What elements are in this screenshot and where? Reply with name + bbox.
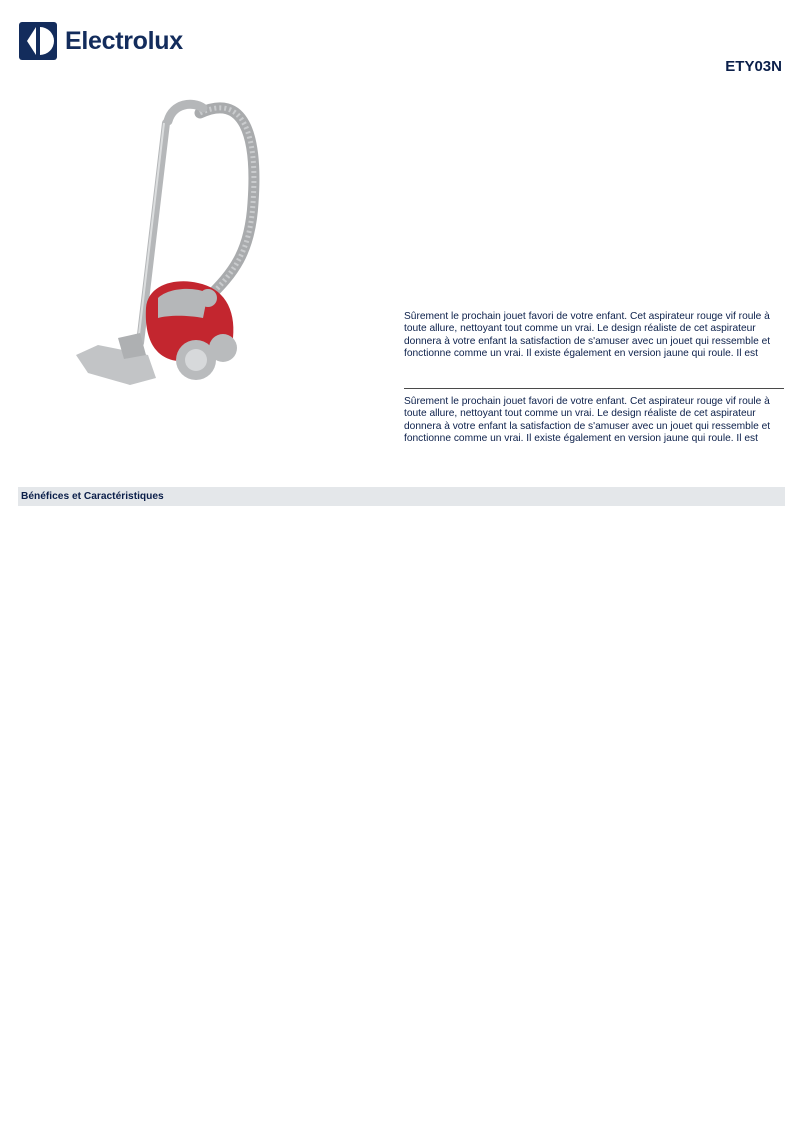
divider [404,388,784,389]
electrolux-logo-icon [19,22,57,60]
model-number: ETY03N [725,58,782,75]
brand-name: Electrolux [65,26,183,55]
product-image [68,93,268,393]
section-title: Bénéfices et Caractéristiques [21,491,164,502]
brand-logo [19,22,183,60]
product-description-1: Sûrement le prochain jouet favori de votre enfant. Cet aspirateur rouge vif roule à toute allure, nettoyant tout comme un vrai. Le design réaliste de cet aspirateur donnera à votre enfant la satisfaction de s'amuser avec un jouet qui ressemble et fonctionne comme un vrai. Il existe également en version jaune qui roule. Il est [404,311,771,360]
section-header [18,487,785,506]
product-description-2: Sûrement le prochain jouet favori de votre enfant. Cet aspirateur rouge vif roule à toute allure, nettoyant tout comme un vrai. Le design réaliste de cet aspirateur donnera à votre enfant la satisfaction de s'amuser avec un jouet qui ressemble et fonctionne comme un vrai. Il existe également en version jaune qui roule. Il est [404,396,771,445]
